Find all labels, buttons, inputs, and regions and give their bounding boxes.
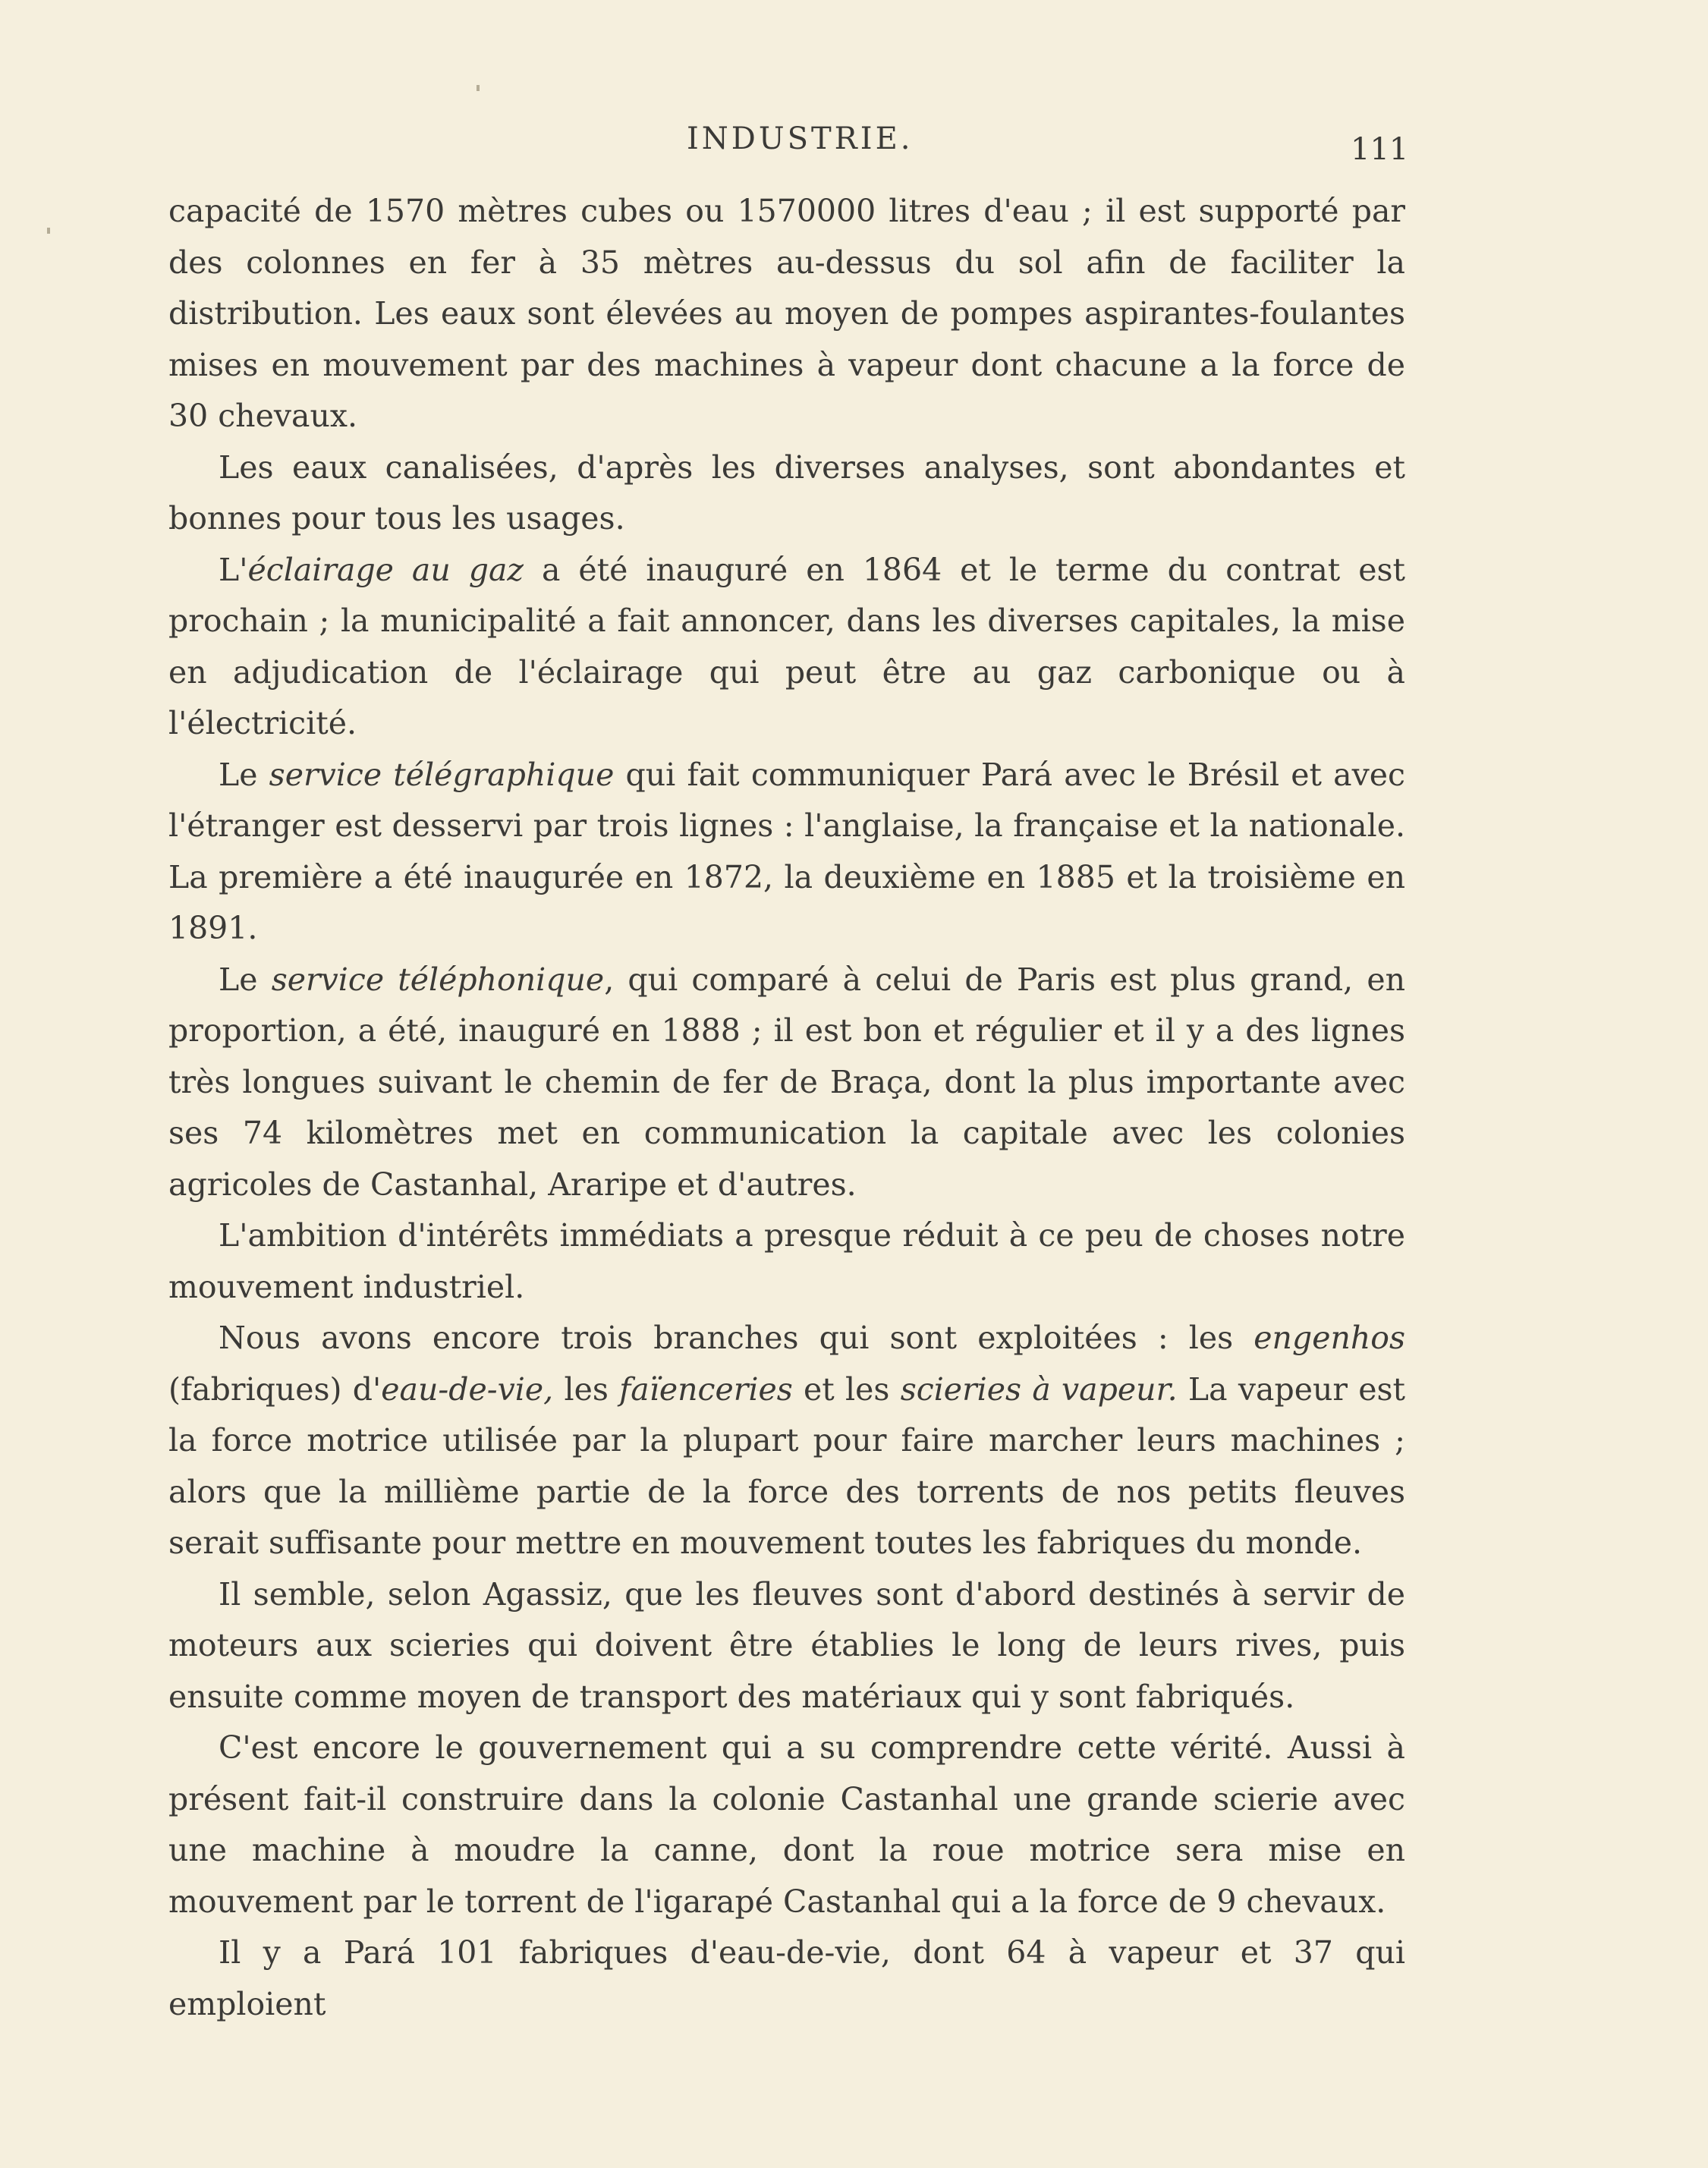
paragraph-5	[168, 955, 1405, 1211]
paragraph-3	[168, 545, 1405, 750]
paragraph-4	[168, 750, 1405, 955]
paragraph-7-italic-term: faïenceries	[619, 1370, 793, 1408]
paragraph-3-text: L'	[219, 551, 248, 588]
paragraph-7-text: (fabriques) d'	[168, 1370, 382, 1408]
page-number: 111	[1351, 132, 1409, 167]
running-head: INDUSTRIE.	[687, 121, 914, 156]
print-mark	[47, 228, 50, 234]
paragraph-6: L'ambition d'intérêts immédiats a presque réduit à ce peu de choses notre mouvement industriel.	[168, 1217, 1405, 1305]
paragraph-7-text: les	[553, 1370, 620, 1408]
paragraph-4-italic-term: service télégraphique	[269, 756, 615, 793]
paragraph-3-text: a été inauguré en 1864 et le terme du contrat est prochain ; la municipalité a fait annoncer, dans les diverses capitales, la mise en adjudication de l'éclairage qui peut être au gaz carbonique ou à l'électricité.	[168, 551, 1405, 741]
paragraph-7-text: La vapeur est la force motrice utilisée par la plupart pour faire marcher leurs machines ; alors que la millième partie de la force des torrents de nos petits fleuves serait suffisante pour mettre en mouvement toutes les fabriques du monde.	[168, 1370, 1406, 1561]
paragraph-7	[168, 1313, 1405, 1569]
paragraph-2: Les eaux canalisées, d'après les diverses analyses, sont abondantes et bonnes pour tous les usages.	[168, 448, 1405, 536]
paragraph-7-italic-term: eau-de-vie,	[381, 1370, 554, 1408]
paragraph-5-text: , qui comparé à celui de Paris est plus grand, en proportion, a été, inauguré en 1888 ; il est bon et régulier et il y a des lignes très longues suivant le chemin de fer de Braça, dont la plus importante avec ses 74 kilomètres met en communication la capitale avec les colonies agricoles de Castanhal, Araripe et d'autres.	[168, 961, 1405, 1203]
paragraph-5-text: Le	[219, 961, 272, 998]
paragraph-3-italic-term: éclairage au gaz	[247, 551, 524, 588]
print-mark	[477, 85, 480, 91]
paragraph-9: C'est encore le gouvernement qui a su comprendre cette vérité. Aussi à présent fait-il construire dans la colonie Castanhal une grande scierie avec une machine à moudre la canne, dont la roue motrice sera mise en mouvement par le torrent de l'igarapé Castanhal qui a la force de 9 chevaux.	[168, 1729, 1405, 1920]
paragraph-7-text: Nous avons encore trois branches qui sont exploitées : les	[219, 1320, 1254, 1356]
paragraph-4-text: qui fait communiquer Pará avec le Brésil et avec l'étranger est desservi par trois lignes : l'anglaise, la française et la nationale. La première a été inaugurée en 1872, la deuxième en 1885 et la troisième en 1891.	[168, 756, 1405, 946]
paragraph-7-italic-term: engenhos	[1253, 1320, 1405, 1356]
paragraph-10: Il y a Pará 101 fabriques d'eau-de-vie, dont 64 à vapeur et 37 qui emploient	[168, 1934, 1405, 2022]
paragraph-7-text: et les	[792, 1370, 901, 1408]
paragraph-7-italic-term: scieries à vapeur.	[900, 1370, 1178, 1408]
page-header	[0, 121, 1708, 167]
body-text	[168, 186, 1405, 2030]
paragraph-5-italic-term: service téléphonique	[271, 961, 605, 998]
paragraph-1: capacité de 1570 mètres cubes ou 1570000 litres d'eau ; il est supporté par des colonnes en fer à 35 mètres au-dessus du sol afin de faciliter la distribution. Les eaux sont élevées au moyen de pompes aspirantes-foulantes mises en mouvement par des machines à vapeur dont chacune a la force de 30 chevaux.	[168, 193, 1405, 434]
paragraph-8: Il semble, selon Agassiz, que les fleuves sont d'abord destinés à servir de moteurs aux scieries qui doivent être établies le long de leurs rives, puis ensuite comme moyen de transport des matériaux qui y sont fabriqués.	[168, 1575, 1405, 1715]
paragraph-4-text: Le	[219, 756, 269, 793]
